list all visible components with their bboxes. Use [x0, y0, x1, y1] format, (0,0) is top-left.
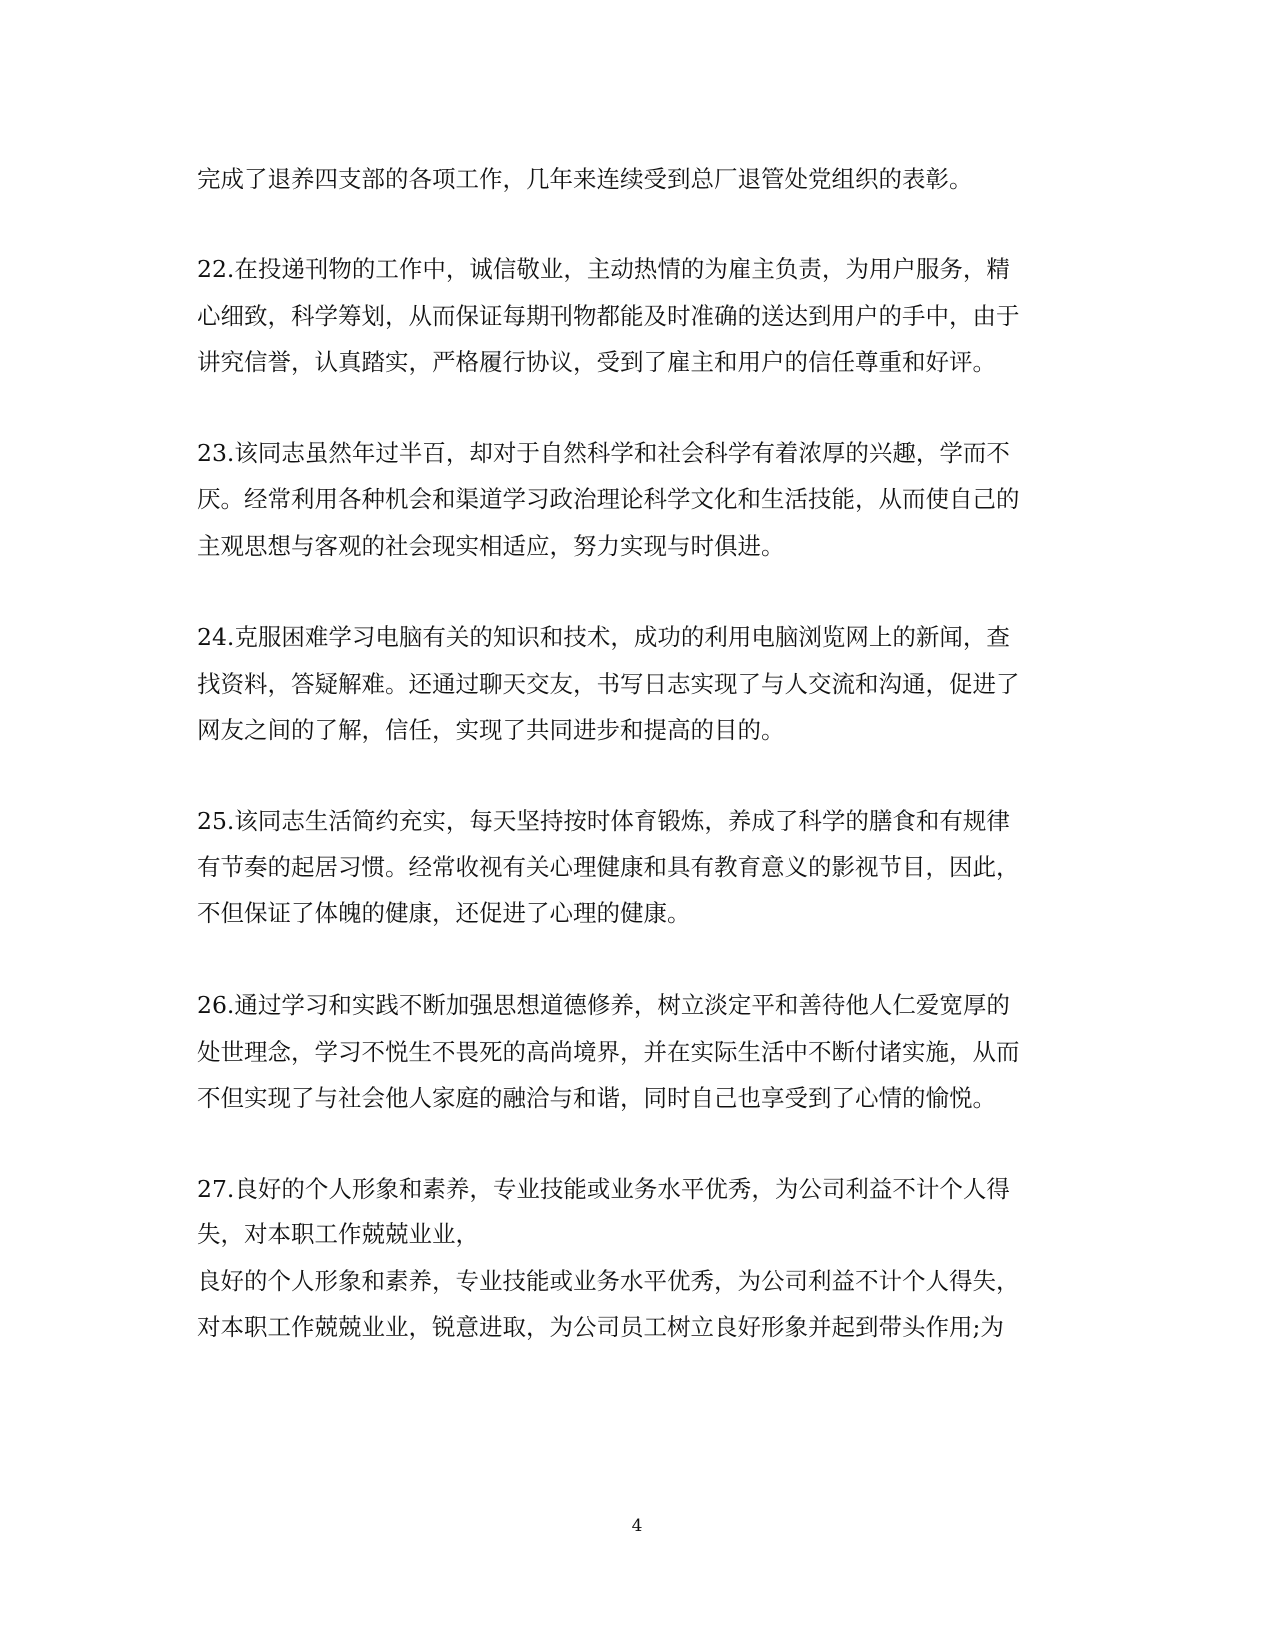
text-line: 网友之间的了解，信任，实现了共同进步和提高的目的。 — [197, 716, 785, 744]
text-line: 不但实现了与社会他人家庭的融洽与和谐，同时自己也享受到了心情的愉悦。 — [197, 1084, 996, 1112]
text-line: 24.克服困难学习电脑有关的知识和技术，成功的利用电脑浏览网上的新闻，查 — [197, 623, 1010, 651]
text-line: 26.通过学习和实践不断加强思想道德修养，树立淡定平和善待他人仁爱宽厚的 — [197, 991, 1010, 1019]
text-line: 有节奏的起居习惯。经常收视有关心理健康和具有教育意义的影视节目，因此， — [197, 853, 1020, 881]
text-line: 不但保证了体魄的健康，还促进了心理的健康。 — [197, 899, 691, 927]
text-line: 25.该同志生活简约充实，每天坚持按时体育锻炼，养成了科学的膳食和有规律 — [197, 807, 1010, 835]
page-number: 4 — [631, 1516, 643, 1536]
text-line: 完成了退养四支部的各项工作，几年来连续受到总厂退管处党组织的表彰。 — [197, 165, 973, 193]
text-line: 处世理念，学习不悦生不畏死的高尚境界，并在实际生活中不断付诸实施，从而 — [197, 1038, 1020, 1066]
text-line: 讲究信誉，认真踏实，严格履行协议，受到了雇主和用户的信任尊重和好评。 — [197, 348, 996, 376]
text-line: 对本职工作兢兢业业，锐意进取，为公司员工树立良好形象并起到带头作用;为 — [197, 1313, 1004, 1341]
text-line: 27.良好的个人形象和素养，专业技能或业务水平优秀，为公司利益不计个人得 — [197, 1175, 1010, 1203]
text-line: 22.在投递刊物的工作中，诚信敬业，主动热情的为雇主负责，为用户服务，精 — [197, 255, 1010, 283]
text-line: 主观思想与客观的社会现实相适应，努力实现与时俱进。 — [197, 532, 785, 560]
text-line: 23.该同志虽然年过半百，却对于自然科学和社会科学有着浓厚的兴趣，学而不 — [197, 439, 1010, 467]
text-line: 找资料，答疑解难。还通过聊天交友，书写日志实现了与人交流和沟通，促进了 — [197, 670, 1020, 698]
text-line: 心细致，科学筹划，从而保证每期刊物都能及时准确的送达到用户的手中，由于 — [197, 302, 1020, 330]
text-line: 良好的个人形象和素养，专业技能或业务水平优秀，为公司利益不计个人得失， — [197, 1267, 1020, 1295]
text-line: 厌。经常利用各种机会和渠道学习政治理论科学文化和生活技能，从而使自己的 — [197, 485, 1020, 513]
text-line: 失，对本职工作兢兢业业， — [197, 1220, 479, 1248]
